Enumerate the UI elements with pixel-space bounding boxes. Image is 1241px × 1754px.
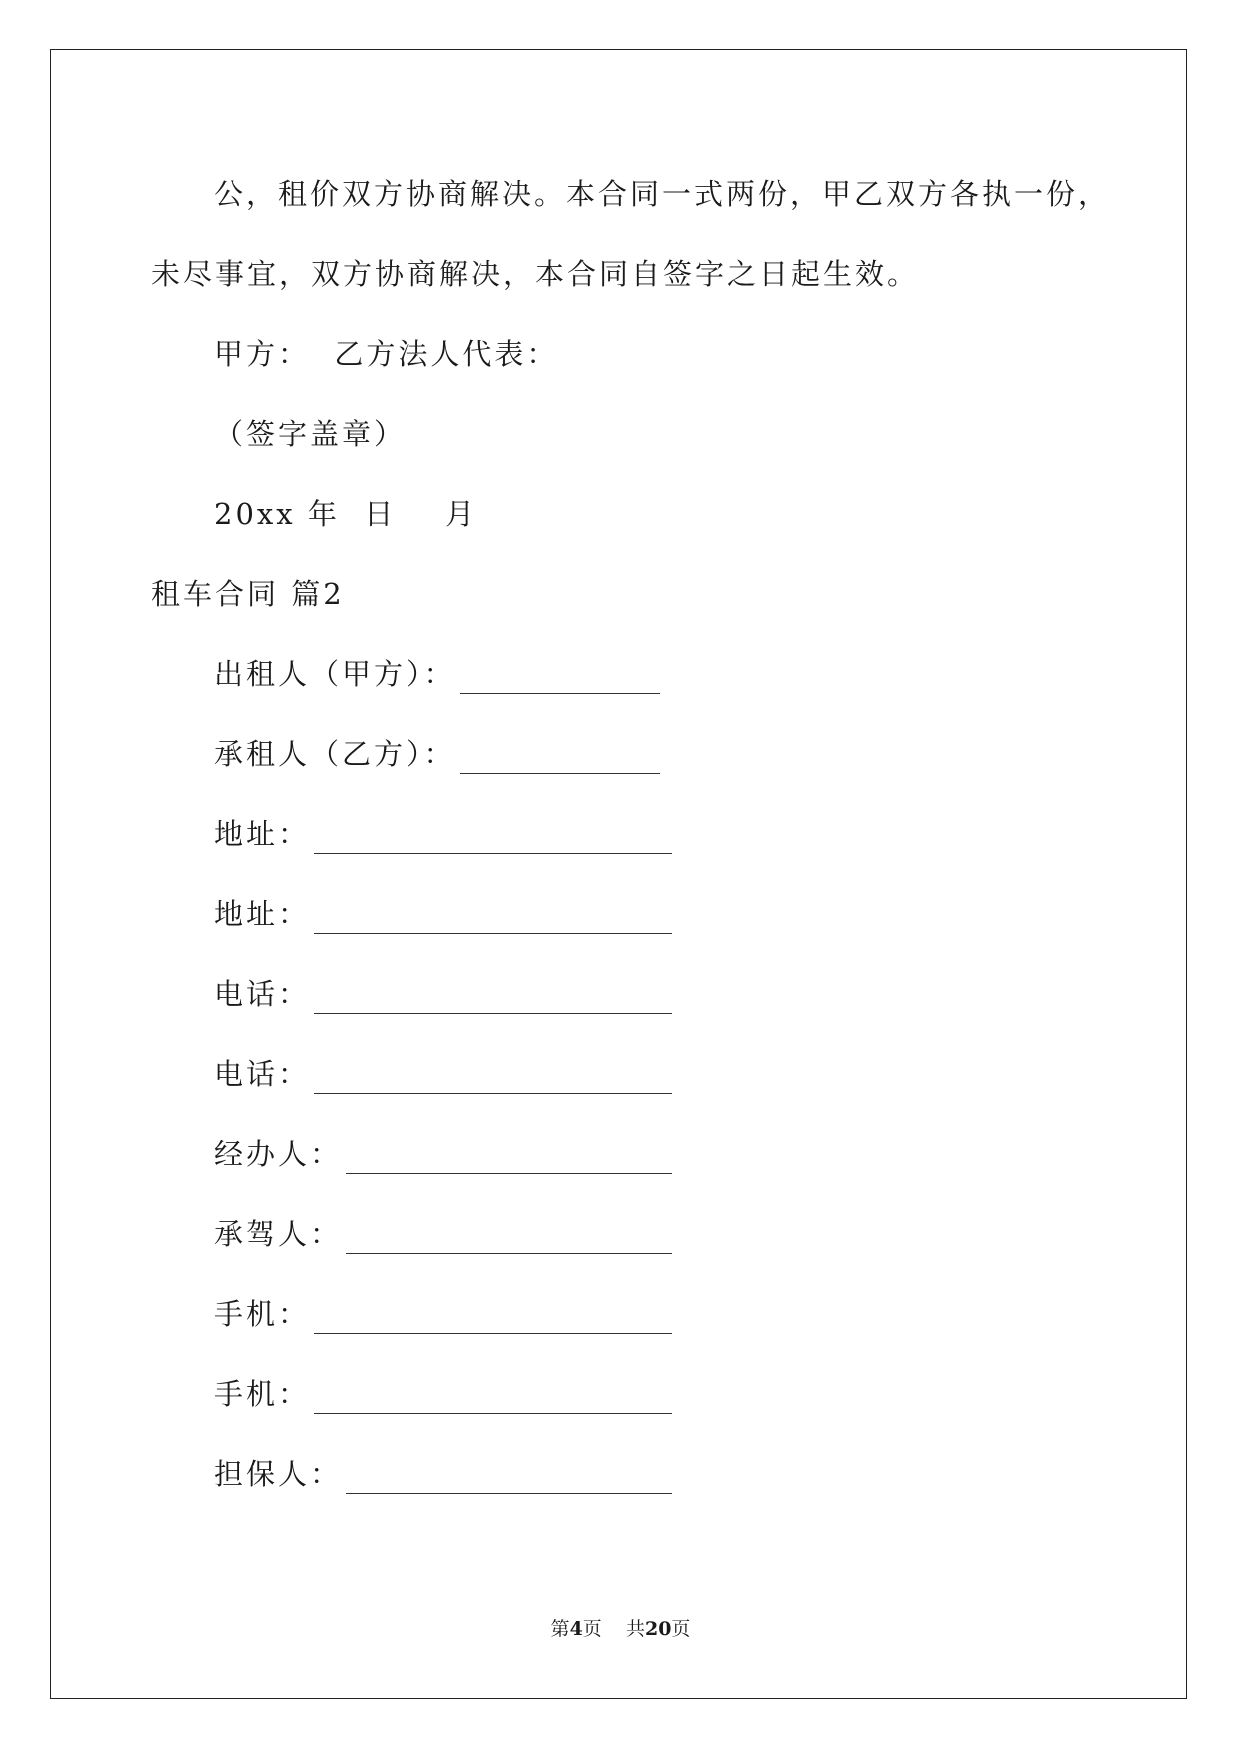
field-mobile-1 [214, 1294, 672, 1334]
field-lessor [214, 654, 660, 694]
blank-line [314, 983, 672, 1014]
body-paragraph-line-1: 公，租价双方协商解决。本合同一式两份，甲乙双方各执一份， [214, 177, 1111, 211]
field-label: 手机： [214, 1297, 311, 1331]
signature-parties: 甲方： 乙方法人代表： [214, 337, 559, 371]
signature-date: 20xx 年 日 月 [214, 497, 478, 531]
blank-line [314, 903, 672, 934]
page-border [50, 49, 1187, 1699]
blank-line [346, 1463, 672, 1494]
field-guarantor [214, 1454, 672, 1494]
blank-line [460, 743, 660, 774]
field-label: 电话： [214, 977, 311, 1011]
page-prefix: 第 [550, 1618, 570, 1640]
page-suffix: 页 [671, 1618, 691, 1640]
page-middle: 页 共 [582, 1618, 645, 1640]
field-driver [214, 1214, 672, 1254]
blank-line [314, 1063, 672, 1094]
blank-line [460, 663, 660, 694]
field-label: 承租人（乙方）： [214, 737, 456, 771]
field-address-1 [214, 814, 672, 854]
body-paragraph-line-2: 未尽事宜，双方协商解决，本合同自签字之日起生效。 [151, 257, 920, 291]
page-current: 4 [569, 1618, 583, 1640]
blank-line [314, 823, 672, 854]
field-label: 手机： [214, 1377, 311, 1411]
field-label: 承驾人： [214, 1217, 343, 1251]
field-label: 出租人（甲方）： [214, 657, 456, 691]
field-label: 地址： [214, 897, 311, 931]
field-label: 地址： [214, 817, 311, 851]
blank-line [346, 1223, 672, 1254]
field-handler [214, 1134, 672, 1174]
blank-line [314, 1383, 672, 1414]
field-mobile-2 [214, 1374, 672, 1414]
page-footer [0, 1616, 1241, 1642]
field-label: 担保人： [214, 1457, 343, 1491]
field-label: 电话： [214, 1057, 311, 1091]
blank-line [346, 1143, 672, 1174]
page-total: 20 [644, 1618, 672, 1640]
field-label: 经办人： [214, 1137, 343, 1171]
section-title: 租车合同 篇2 [151, 577, 345, 611]
field-lessee [214, 734, 660, 774]
signature-seal: （签字盖章） [214, 417, 407, 451]
field-phone-2 [214, 1054, 672, 1094]
field-address-2 [214, 894, 672, 934]
blank-line [314, 1303, 672, 1334]
field-phone-1 [214, 974, 672, 1014]
